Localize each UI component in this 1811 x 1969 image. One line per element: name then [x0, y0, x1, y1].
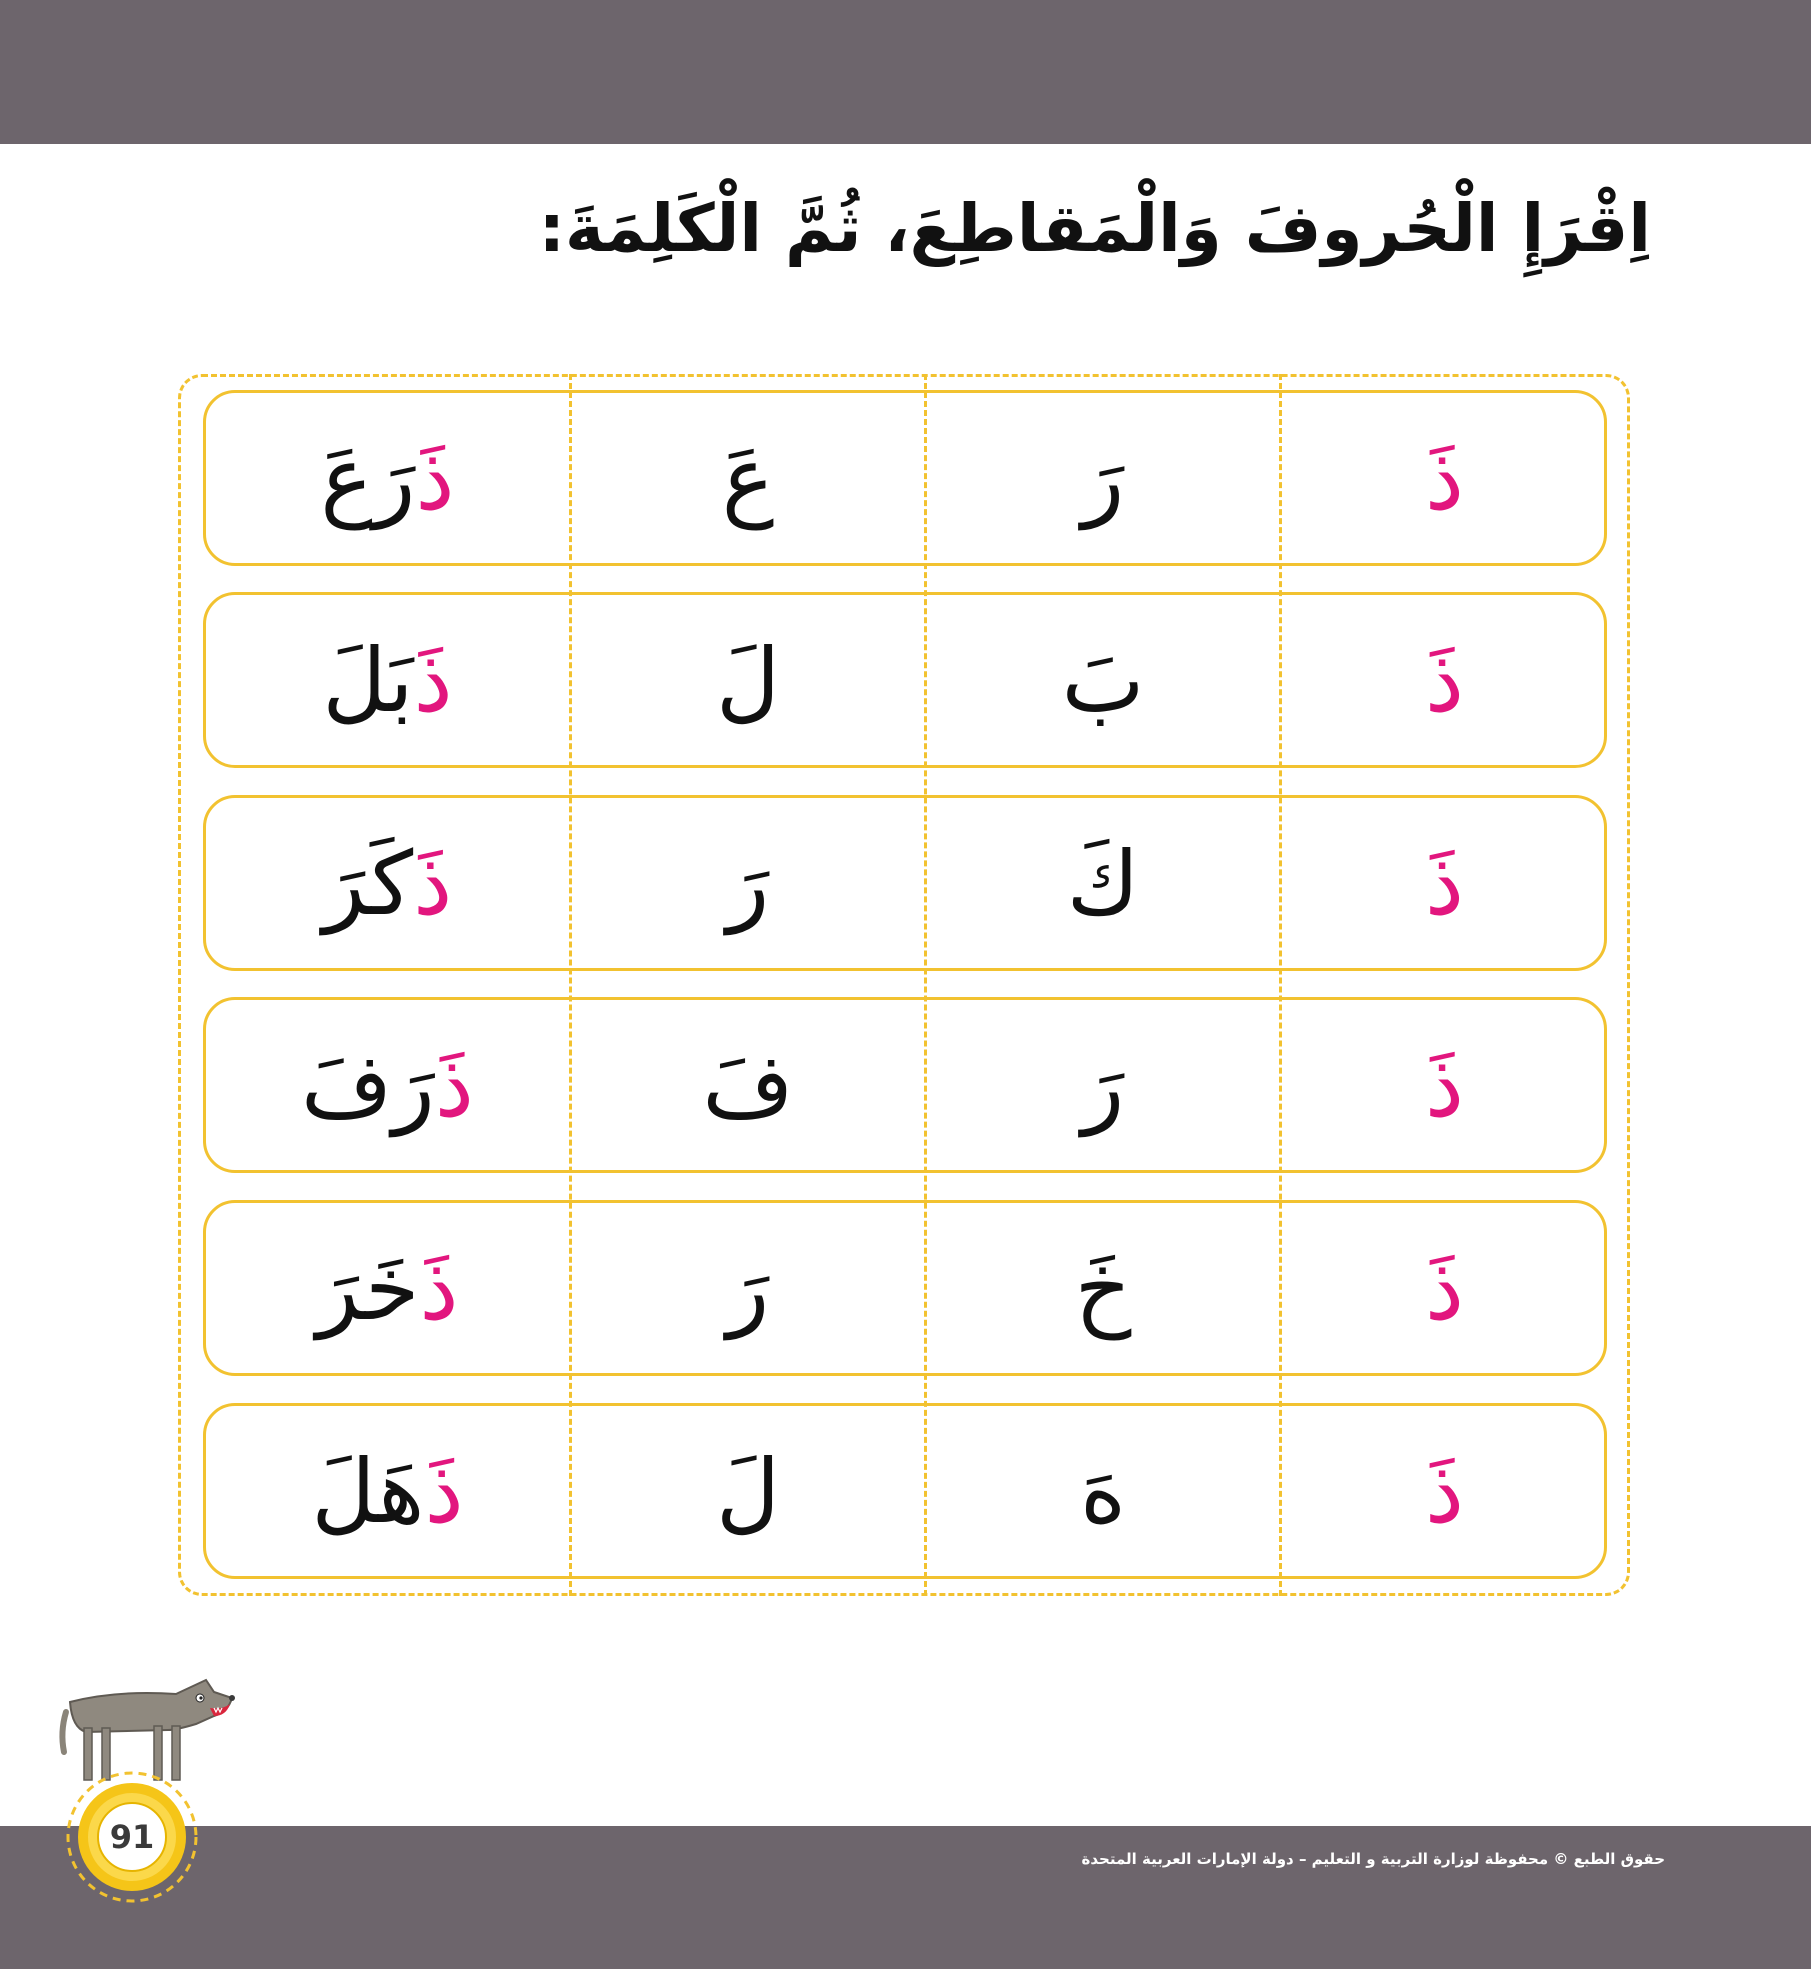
bottom-band [0, 1826, 1811, 1969]
word-highlight: ذَ [424, 1439, 464, 1543]
word-rest: كَرَ [322, 831, 414, 935]
word-cell [206, 795, 569, 971]
word-cell [206, 592, 569, 768]
letter-cell-1: ذَ [1424, 426, 1465, 530]
word-rest: هَلَ [311, 1439, 425, 1543]
letter-cell-1: ذَ [1424, 1236, 1465, 1340]
letter-cell-2: بَ [1061, 628, 1145, 732]
letter-cell-3: فَ [702, 1033, 794, 1137]
word [301, 1034, 474, 1137]
page-number: 91 [109, 1818, 155, 1856]
letter-cell-2: خَ [1074, 1236, 1132, 1340]
letter-cell-3: عَ [721, 426, 775, 530]
word-rest: رَفَ [301, 1033, 435, 1137]
letter-cell-1: ذَ [1424, 1439, 1465, 1543]
word-cell [206, 390, 569, 566]
word [316, 1237, 458, 1340]
letter-cell-1: ذَ [1424, 628, 1465, 732]
word-rest: رَعَ [320, 426, 416, 530]
letter-cell-1: ذَ [1424, 831, 1465, 935]
word-rest: بَلَ [322, 628, 414, 732]
word-cell [206, 1200, 569, 1376]
word [311, 1440, 463, 1543]
word-highlight: ذَ [413, 831, 453, 935]
word-highlight: ذَ [419, 1236, 459, 1340]
copyright-text: حقوق الطبع © محفوظة لوزارة التربية و التعليم – دولة الإمارات العربية المتحدة [1081, 1850, 1665, 1868]
word-highlight: ذَ [415, 426, 455, 530]
word [322, 629, 452, 732]
word [323, 832, 453, 935]
word-highlight: ذَ [434, 1033, 474, 1137]
letter-cell-3: رَ [726, 831, 770, 935]
letter-cell-3: لَ [716, 628, 780, 732]
word-highlight: ذَ [413, 628, 453, 732]
word [320, 427, 454, 530]
word-cell [206, 1403, 569, 1579]
letter-cell-3: لَ [716, 1439, 780, 1543]
letter-cell-3: رَ [726, 1236, 770, 1340]
letter-cell-2: رَ [1081, 426, 1125, 530]
letter-cell-2: رَ [1081, 1033, 1125, 1137]
word-cell [206, 997, 569, 1173]
instruction-title: اِقْرَإِ الْحُروفَ وَالْمَقاطِعَ، ثُمَّ الْكَلِمَةَ: [538, 190, 1651, 267]
letter-cell-2: كَ [1066, 831, 1140, 935]
letter-cell-1: ذَ [1424, 1033, 1465, 1137]
letter-cell-2: هَ [1079, 1439, 1127, 1543]
top-band [0, 0, 1811, 144]
word-rest: خَرَ [316, 1236, 420, 1340]
